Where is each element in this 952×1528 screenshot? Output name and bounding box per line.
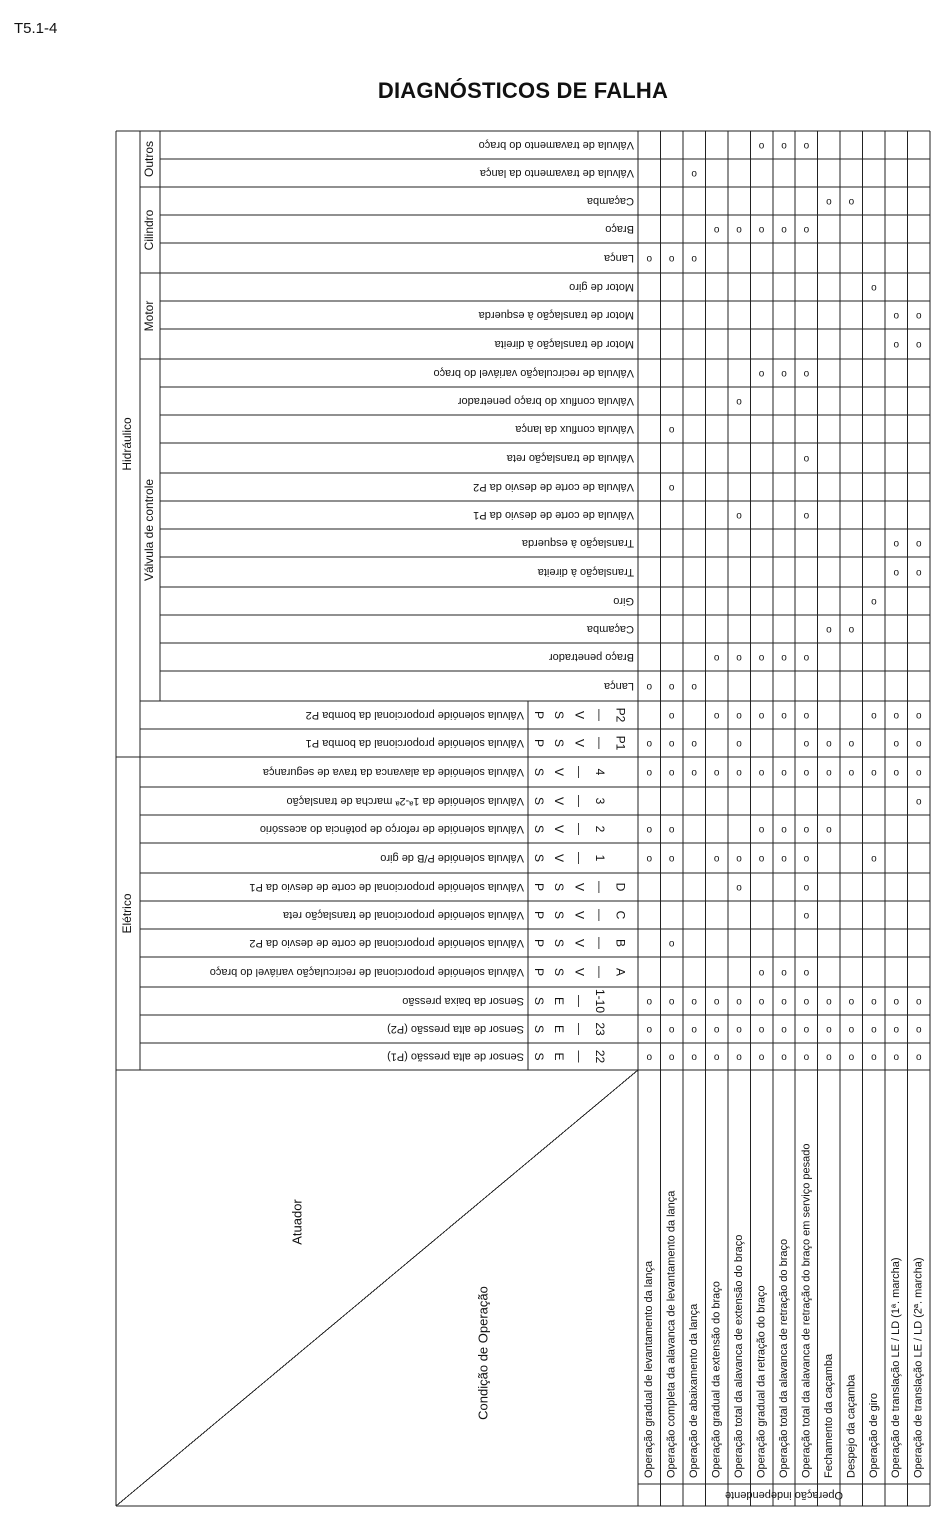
row-code-char: S — [531, 767, 546, 777]
row-code-char: — — [572, 766, 587, 778]
row-label: Válvula solenóide proporcional da bomba P1 — [305, 737, 524, 750]
check-mark: o — [736, 710, 742, 722]
check-mark: o — [915, 1024, 922, 1036]
check-mark: o — [915, 996, 922, 1008]
check-mark: o — [646, 1024, 653, 1036]
check-mark: o — [646, 1052, 653, 1064]
row-code-char: P2 — [613, 707, 628, 723]
check-mark: o — [668, 996, 675, 1008]
row-label: Válvula de travamento do braço — [478, 139, 634, 152]
check-mark: o — [915, 1052, 922, 1064]
row-label: Válvula de travamento da lança — [479, 167, 634, 180]
check-mark: o — [803, 453, 810, 465]
check-mark: o — [848, 738, 855, 750]
check-mark: o — [646, 824, 653, 836]
check-mark: o — [781, 710, 787, 722]
group-label-valvula-controle: Válvula de controle — [142, 478, 157, 582]
check-mark: o — [668, 710, 675, 722]
row-code-char: P — [531, 938, 546, 948]
row-label: Braço penetrador — [549, 651, 634, 664]
row-code-char: S — [552, 938, 567, 948]
row-code-char: V — [572, 710, 587, 720]
check-mark: o — [848, 624, 855, 636]
row-code-char: 2 — [593, 825, 608, 833]
row-code-char: V — [552, 796, 567, 806]
check-mark: o — [893, 567, 900, 579]
row-code-char: S — [531, 1024, 546, 1034]
check-mark: o — [736, 853, 742, 865]
group-label-outros: Outros — [142, 140, 157, 178]
check-mark: o — [758, 967, 765, 979]
check-mark: o — [915, 767, 922, 779]
row-code-char: C — [613, 910, 628, 920]
row-code-char: V — [552, 767, 567, 777]
check-mark: o — [758, 824, 765, 836]
row-code-char: V — [572, 882, 587, 892]
row-code-char: — — [593, 937, 608, 949]
row-code-char: V — [572, 910, 587, 920]
check-mark: o — [826, 1024, 832, 1036]
check-mark: o — [758, 767, 765, 779]
operation-label: Operação de translação LE / LD (1ª. marcha) — [890, 1257, 903, 1478]
actuator-label: Atuador — [289, 1199, 305, 1245]
check-mark: o — [758, 652, 765, 664]
row-label: Válvula conflux da lança — [515, 423, 634, 436]
check-mark: o — [803, 967, 810, 979]
check-mark: o — [713, 1024, 720, 1036]
check-mark: o — [803, 910, 810, 922]
check-mark: o — [736, 882, 742, 894]
check-mark: o — [758, 224, 765, 236]
operation-label: Fechamento da caçamba — [822, 1353, 835, 1478]
row-code-char: — — [593, 737, 608, 749]
row-code-char: V — [572, 967, 587, 977]
check-mark: o — [736, 224, 742, 236]
check-mark: o — [691, 1052, 697, 1064]
check-mark: o — [781, 824, 787, 836]
operation-label: Operação de abaixamento da lança — [688, 1303, 701, 1478]
check-mark: o — [713, 996, 720, 1008]
check-mark: o — [781, 967, 787, 979]
row-code-char: V — [552, 853, 567, 863]
row-label: Válvula conflux do braço penetrador — [457, 395, 634, 408]
corner-cell — [289, 1199, 490, 1420]
check-mark: o — [668, 424, 675, 436]
check-mark: o — [646, 767, 653, 779]
row-code-char: 23 — [593, 1022, 608, 1036]
check-mark: o — [668, 824, 675, 836]
operation-label: Operação total da alavanca de retração do braço — [777, 1238, 790, 1478]
check-mark: o — [893, 538, 900, 550]
check-mark: o — [826, 196, 832, 208]
check-mark: o — [713, 853, 720, 865]
check-mark: o — [803, 853, 810, 865]
check-mark: o — [668, 681, 675, 693]
check-mark: o — [826, 624, 832, 636]
check-mark: o — [803, 140, 810, 152]
check-mark: o — [758, 368, 765, 380]
row-label: Translação à direita — [537, 566, 634, 579]
group-label-motor: Motor — [142, 300, 157, 332]
check-mark: o — [893, 996, 900, 1008]
check-mark: o — [848, 1052, 855, 1064]
row-code-char: — — [572, 795, 587, 807]
check-mark: o — [736, 510, 742, 522]
row-label: Braço — [605, 223, 634, 236]
row-label: Válvula de corte de desvio da P1 — [473, 509, 634, 522]
row-code-char: S — [531, 824, 546, 834]
check-mark: o — [826, 767, 832, 779]
group-label-eletrico: Elétrico — [120, 893, 135, 934]
check-mark: o — [848, 196, 855, 208]
check-mark: o — [668, 738, 675, 750]
row-code-char: P — [531, 738, 546, 748]
condition-label: Condição de Operação — [475, 1286, 491, 1420]
row-code-char: S — [531, 853, 546, 863]
check-mark: o — [668, 853, 675, 865]
row-code-char: — — [593, 909, 608, 921]
check-mark: o — [915, 738, 922, 750]
row-code-char: 4 — [593, 768, 608, 776]
row-label: Válvula solenóide proporcional de recirculação variável do braço — [209, 966, 524, 979]
check-mark: o — [915, 710, 922, 722]
check-mark: o — [758, 996, 765, 1008]
row-code-char: S — [552, 710, 567, 720]
row-code-char: V — [552, 824, 567, 834]
check-mark: o — [871, 596, 877, 608]
page-reference: T5.1-4 — [14, 20, 58, 37]
operation-group-label: Operação independente — [724, 1489, 844, 1502]
row-label: Caçamba — [586, 195, 634, 208]
check-mark: o — [646, 253, 653, 265]
check-mark: o — [781, 224, 787, 236]
check-mark: o — [781, 996, 787, 1008]
check-mark: o — [803, 738, 810, 750]
check-mark: o — [758, 140, 765, 152]
page-title: DIAGNÓSTICOS DE FALHA — [377, 78, 669, 103]
check-mark: o — [871, 853, 877, 865]
check-mark: o — [713, 224, 720, 236]
row-code-char: E — [552, 1052, 567, 1061]
row-code-char: P1 — [613, 735, 628, 751]
check-mark: o — [803, 767, 810, 779]
check-mark: o — [893, 1052, 900, 1064]
check-mark: o — [713, 1052, 720, 1064]
check-mark: o — [646, 738, 653, 750]
operation-label: Operação gradual da retração do braço — [755, 1285, 768, 1478]
check-mark: o — [668, 482, 675, 494]
operation-label: Operação de giro — [867, 1393, 880, 1478]
check-mark: o — [646, 996, 653, 1008]
check-mark: o — [803, 1052, 810, 1064]
check-mark: o — [736, 738, 742, 750]
row-label: Motor de translação à direita — [494, 338, 634, 351]
row-code-char: — — [572, 852, 587, 864]
check-mark: o — [781, 767, 787, 779]
check-mark: o — [781, 368, 787, 380]
row-label: Sensor de alta pressão (P2) — [387, 1023, 524, 1036]
row-label: Translação à esquerda — [521, 537, 634, 550]
check-mark: o — [826, 1052, 832, 1064]
row-label: Válvula solenóide proporcional de corte de desvio da P2 — [249, 937, 524, 950]
check-mark: o — [713, 767, 720, 779]
operation-label: Despejo da caçamba — [845, 1374, 858, 1478]
row-code-char: E — [552, 1024, 567, 1034]
row-label: Válvula de recirculação variável do braço — [433, 367, 634, 380]
operation-headers — [643, 1144, 925, 1502]
check-mark: o — [668, 1052, 675, 1064]
row-code-char: V — [572, 738, 587, 748]
check-mark: o — [871, 767, 877, 779]
check-mark: o — [668, 767, 675, 779]
check-mark: o — [915, 567, 922, 579]
check-mark: o — [871, 996, 877, 1008]
row-label: Válvula solenóide proporcional da bomba P2 — [305, 709, 524, 722]
check-mark: o — [915, 796, 922, 808]
row-label: Giro — [613, 595, 634, 608]
check-mark: o — [736, 767, 742, 779]
check-mark: o — [691, 767, 697, 779]
check-mark: o — [803, 710, 810, 722]
operation-label: Operação gradual da extensão do braço — [710, 1281, 723, 1478]
row-label: Válvula solenóide da alavanca da trava de segurança — [262, 766, 524, 779]
check-mark: o — [781, 853, 787, 865]
check-mark: o — [826, 824, 832, 836]
row-code-char: 3 — [593, 797, 608, 805]
check-mark: o — [826, 996, 832, 1008]
check-mark: o — [915, 310, 922, 322]
check-mark: o — [758, 710, 765, 722]
check-mark: o — [848, 1024, 855, 1036]
check-mark: o — [893, 710, 900, 722]
check-mark: o — [668, 253, 675, 265]
check-mark: o — [803, 368, 810, 380]
check-mark: o — [826, 738, 832, 750]
check-mark: o — [781, 140, 787, 152]
row-code-char: — — [593, 881, 608, 893]
operation-label: Operação total da alavanca de retração do braço em serviço pesado — [800, 1143, 813, 1478]
check-mark: o — [915, 538, 922, 550]
operation-label: Operação gradual de levantamento da lança — [643, 1260, 656, 1478]
row-code-char: — — [572, 1023, 587, 1035]
corner-diagonal — [116, 1070, 638, 1506]
row-code-char: S — [531, 996, 546, 1006]
check-mark: o — [736, 1024, 742, 1036]
row-code-char: A — [613, 967, 628, 977]
row-code-char: S — [552, 882, 567, 892]
row-code-char: — — [572, 823, 587, 835]
operation-label: Operação completa da alavanca de levantamento da lança — [665, 1190, 678, 1478]
check-mark: o — [736, 1052, 742, 1064]
check-mark: o — [848, 996, 855, 1008]
operation-label: Operação total da alavanca de extensão do braço — [732, 1234, 745, 1478]
row-code-char: S — [552, 910, 567, 920]
row-label: Válvula solenóide proporcional de translação reta — [283, 909, 524, 922]
check-marks — [646, 141, 922, 1064]
check-mark: o — [871, 1052, 877, 1064]
component-rows — [210, 139, 634, 1063]
row-label: Válvula solenóide da 1ª-2ª marcha de translação — [286, 795, 524, 808]
row-label: Válvula solenóide P/B de giro — [380, 852, 524, 865]
check-mark: o — [803, 824, 810, 836]
row-label: Lança — [604, 252, 634, 265]
row-code-char: — — [572, 995, 587, 1007]
check-mark: o — [691, 738, 697, 750]
row-code-char: 1-10 — [593, 988, 608, 1014]
row-code-char: P — [531, 910, 546, 920]
row-code-char: S — [552, 967, 567, 977]
row-code-char: P — [531, 882, 546, 892]
check-mark: o — [691, 253, 697, 265]
check-mark: o — [736, 996, 742, 1008]
check-mark: o — [803, 996, 810, 1008]
row-code-char: P — [531, 710, 546, 720]
row-label: Sensor da baixa pressão — [402, 995, 524, 1008]
check-mark: o — [758, 1052, 765, 1064]
row-label: Válvula solenóide proporcional de corte de desvio da P1 — [249, 881, 524, 894]
row-code-char: — — [572, 1050, 587, 1063]
row-label: Lança — [604, 680, 634, 693]
check-mark: o — [691, 996, 697, 1008]
check-mark: o — [893, 339, 900, 351]
check-mark: o — [646, 853, 653, 865]
row-label: Válvula de corte de desvio da P2 — [473, 481, 634, 494]
row-code-char: S — [531, 1052, 546, 1061]
check-mark: o — [691, 168, 697, 180]
check-mark: o — [893, 767, 900, 779]
check-mark: o — [736, 652, 742, 664]
check-mark: o — [803, 1024, 810, 1036]
row-code-char: P — [531, 967, 546, 977]
group-label-cilindro: Cilindro — [142, 209, 157, 251]
check-mark: o — [668, 938, 675, 950]
check-mark: o — [713, 710, 720, 722]
row-code-char: — — [593, 966, 608, 978]
check-mark: o — [758, 853, 765, 865]
row-code-char: S — [552, 738, 567, 748]
row-label: Motor de giro — [569, 281, 634, 294]
check-mark: o — [668, 1024, 675, 1036]
check-mark: o — [781, 1052, 787, 1064]
row-code-char: 1 — [593, 854, 608, 862]
check-mark: o — [646, 681, 653, 693]
check-mark: o — [803, 882, 810, 894]
check-mark: o — [691, 681, 697, 693]
check-mark: o — [736, 396, 742, 408]
check-mark: o — [893, 738, 900, 750]
operation-label: Operação de translação LE / LD (2ª. marcha) — [912, 1257, 925, 1478]
check-mark: o — [893, 310, 900, 322]
row-code-char: — — [593, 709, 608, 721]
group-label-hidraulico: Hidráulico — [120, 417, 135, 471]
check-mark: o — [803, 224, 810, 236]
check-mark: o — [871, 710, 877, 722]
check-mark: o — [758, 1024, 765, 1036]
check-mark: o — [781, 652, 787, 664]
row-label: Caçamba — [586, 623, 634, 636]
check-mark: o — [893, 1024, 900, 1036]
row-label: Válvula de translação reta — [506, 452, 634, 465]
row-label: Motor de translação à esquerda — [478, 309, 634, 322]
check-mark: o — [803, 510, 810, 522]
row-code-char: E — [552, 996, 567, 1006]
check-mark: o — [871, 282, 877, 294]
check-mark: o — [781, 1024, 787, 1036]
check-mark: o — [691, 1024, 697, 1036]
check-mark: o — [803, 652, 810, 664]
row-label: Válvula solenóide de reforço de potência do acessório — [259, 823, 524, 836]
check-mark: o — [848, 767, 855, 779]
check-mark: o — [915, 339, 922, 351]
check-mark: o — [713, 652, 720, 664]
row-code-char: 22 — [593, 1049, 608, 1064]
row-code-char: V — [572, 938, 587, 948]
row-code-char: S — [531, 796, 546, 806]
row-label: Sensor de alta pressão (P1) — [387, 1050, 524, 1063]
row-code-char: D — [613, 882, 628, 892]
row-code-char: B — [613, 938, 628, 948]
check-mark: o — [871, 1024, 877, 1036]
